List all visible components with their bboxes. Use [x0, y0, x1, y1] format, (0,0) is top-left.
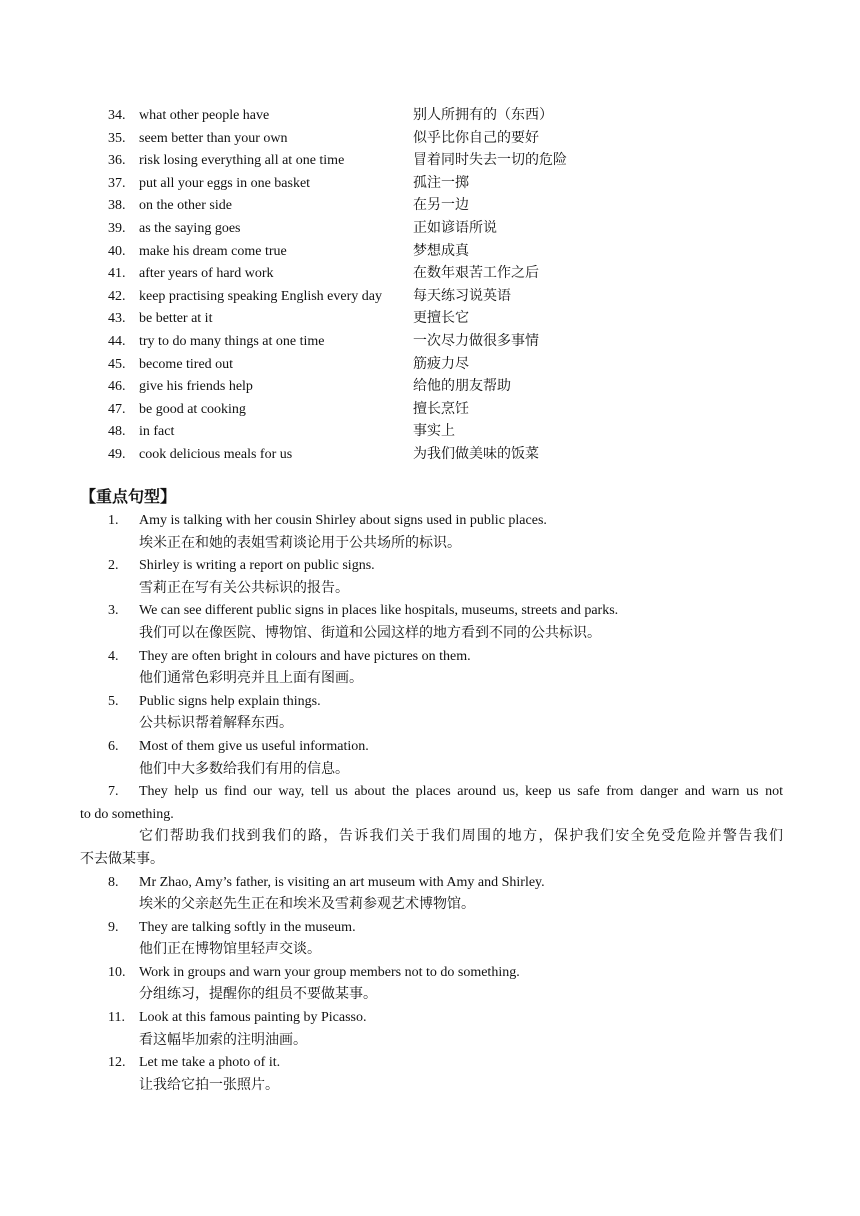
phrase-number: 46.	[108, 379, 126, 395]
phrase-chinese: 每天练习说英语	[413, 288, 511, 304]
phrase-english: on the other side	[139, 198, 232, 214]
sentence-item	[108, 510, 783, 555]
phrase-english: put all your eggs in one basket	[139, 175, 311, 191]
phrase-number: 48.	[108, 424, 126, 440]
phrase-row	[108, 331, 808, 354]
phrase-chinese: 梦想成真	[413, 243, 469, 259]
phrase-row	[108, 218, 808, 241]
sentence-number: 7.	[108, 784, 119, 800]
phrase-number: 35.	[108, 130, 126, 146]
phrase-row	[108, 421, 808, 444]
phrase-number: 40.	[108, 243, 126, 259]
sentence-chinese: 让我给它拍一张照片。	[139, 1077, 279, 1093]
sentence-chinese: 雪莉正在写有关公共标识的报告。	[139, 580, 349, 596]
sentence-item	[108, 1052, 783, 1097]
phrase-english: become tired out	[139, 356, 234, 372]
phrase-chinese: 孤注一掷	[413, 175, 469, 191]
phrase-english: give his friends help	[139, 379, 253, 395]
sentence-item	[108, 872, 783, 917]
phrase-chinese: 冒着同时失去一切的危险	[413, 153, 567, 169]
sentence-chinese: 他们中大多数给我们有用的信息。	[139, 761, 349, 777]
phrase-number: 38.	[108, 198, 126, 214]
phrase-english: seem better than your own	[139, 130, 288, 146]
sentence-item	[108, 1007, 783, 1052]
phrase-chinese: 事实上	[413, 424, 455, 440]
phrase-english: risk losing everything all at one time	[139, 153, 345, 169]
sentence-item	[80, 781, 783, 871]
phrase-number: 36.	[108, 153, 126, 169]
sentence-number: 1.	[108, 513, 119, 528]
phrase-row	[108, 241, 808, 264]
phrase-chinese: 在数年艰苦工作之后	[413, 266, 539, 282]
phrase-number: 49.	[108, 446, 126, 462]
phrase-row	[108, 376, 808, 399]
phrase-english: keep practising speaking English every day	[139, 288, 382, 304]
phrase-row	[108, 286, 808, 309]
phrase-list	[108, 105, 808, 467]
sentence-item	[108, 555, 783, 600]
sentence-chinese: 分组练习，提醒你的组员不要做某事。	[139, 987, 377, 1003]
sentence-number: 8.	[108, 874, 119, 890]
phrase-english: be better at it	[139, 311, 213, 327]
sentence-english: Public signs help explain things.	[139, 693, 321, 709]
phrase-number: 34.	[108, 108, 126, 123]
phrase-row	[108, 308, 808, 331]
sentence-english: They are often bright in colours and have pictures on them.	[139, 648, 471, 664]
sentence-chinese: 埃米的父亲赵先生正在和埃米及雪莉参观艺术博物馆。	[139, 897, 475, 913]
sentence-chinese: 他们正在博物馆里轻声交谈。	[139, 942, 321, 958]
phrase-number: 47.	[108, 401, 126, 417]
sentence-chinese-continued: 不去做某事。	[80, 851, 164, 867]
sentence-english: They help us find our way, tell us about the places around us, keep us safe from danger and warn us not	[139, 784, 783, 800]
phrase-chinese: 筋疲力尽	[413, 356, 469, 372]
phrase-row	[108, 128, 808, 151]
phrase-english: as the saying goes	[139, 220, 241, 236]
sentence-english: They are talking softly in the museum.	[139, 919, 356, 935]
phrase-row	[108, 150, 808, 173]
phrase-row	[108, 195, 808, 218]
sentence-item	[108, 691, 783, 736]
sentence-chinese: 看这幅毕加索的注明油画。	[139, 1032, 307, 1048]
sentence-item	[108, 600, 783, 645]
phrase-chinese: 正如谚语所说	[413, 220, 497, 236]
sentence-english: Mr Zhao, Amy’s father, is visiting an art museum with Amy and Shirley.	[139, 874, 545, 890]
phrase-number: 39.	[108, 220, 126, 236]
sentence-chinese: 埃米正在和她的表姐雪莉谈论用于公共场所的标识。	[139, 535, 461, 551]
sentence-item	[108, 646, 783, 691]
phrase-number: 42.	[108, 288, 126, 304]
sentence-chinese: 我们可以在像医院、博物馆、街道和公园这样的地方看到不同的公共标识。	[139, 625, 601, 641]
phrase-number: 44.	[108, 333, 126, 349]
phrase-row	[108, 105, 808, 128]
sentence-list	[80, 510, 783, 1097]
phrase-chinese: 别人所拥有的（东西）	[413, 108, 553, 123]
sentence-chinese: 公共标识帮着解释东西。	[139, 716, 293, 732]
sentence-english-continued: to do something.	[80, 806, 174, 822]
phrase-number: 37.	[108, 175, 126, 191]
phrase-english: cook delicious meals for us	[139, 446, 293, 462]
sentence-english: Shirley is writing a report on public signs.	[139, 558, 375, 574]
phrase-chinese: 在另一边	[413, 198, 469, 214]
phrase-english: make his dream come true	[139, 243, 287, 259]
phrase-chinese: 似乎比你自己的要好	[413, 130, 539, 146]
phrase-english: after years of hard work	[139, 266, 274, 282]
phrase-row	[108, 173, 808, 196]
phrase-row	[108, 354, 808, 377]
sentence-chinese: 它们帮助我们找到我们的路，告诉我们关于我们周围的地方，保护我们安全免受危险并警告我们	[139, 829, 783, 845]
sentence-chinese: 他们通常色彩明亮并且上面有图画。	[139, 671, 363, 687]
sentence-english: Most of them give us useful information.	[139, 738, 369, 754]
phrase-english: in fact	[139, 424, 175, 440]
sentence-item	[108, 917, 783, 962]
phrase-chinese: 为我们做美味的饭菜	[413, 446, 539, 462]
sentence-number: 10.	[108, 964, 126, 980]
sentence-english: Work in groups and warn your group members not to do something.	[139, 964, 520, 980]
sentence-number: 4.	[108, 648, 119, 664]
sentence-number: 11.	[108, 1010, 125, 1026]
phrase-row	[108, 444, 808, 467]
sentence-english: Amy is talking with her cousin Shirley about signs used in public places.	[139, 513, 547, 528]
phrase-number: 45.	[108, 356, 126, 372]
sentence-number: 12.	[108, 1055, 126, 1071]
sentence-number: 9.	[108, 919, 119, 935]
phrase-chinese: 给他的朋友帮助	[413, 379, 511, 395]
sentence-english: We can see different public signs in places like hospitals, museums, streets and parks.	[139, 603, 619, 619]
sentence-number: 6.	[108, 738, 119, 754]
phrase-chinese: 更擅长它	[413, 311, 469, 327]
phrase-row	[108, 263, 808, 286]
phrase-number: 41.	[108, 266, 126, 282]
section-heading: 【重点句型】	[80, 487, 177, 506]
sentence-english: Let me take a photo of it.	[139, 1055, 281, 1071]
phrase-number: 43.	[108, 311, 126, 327]
sentence-number: 2.	[108, 558, 119, 574]
sentence-item	[108, 736, 783, 781]
phrase-chinese: 一次尽力做很多事情	[413, 333, 539, 349]
sentence-number: 5.	[108, 693, 119, 709]
sentence-english: Look at this famous painting by Picasso.	[139, 1010, 367, 1026]
phrase-chinese: 擅长烹饪	[413, 401, 469, 417]
phrase-english: try to do many things at one time	[139, 333, 325, 349]
phrase-english: be good at cooking	[139, 401, 246, 417]
phrase-row	[108, 399, 808, 422]
sentence-item	[108, 962, 783, 1007]
phrase-english: what other people have	[139, 108, 270, 123]
sentence-number: 3.	[108, 603, 119, 619]
